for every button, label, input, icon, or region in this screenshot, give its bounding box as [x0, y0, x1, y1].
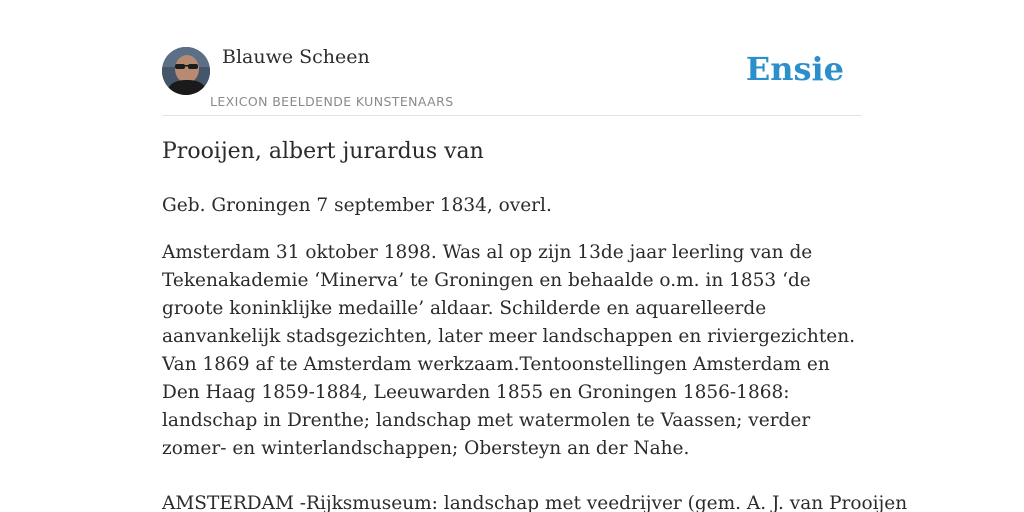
article-paragraph: Amsterdam 31 oktober 1898. Was al op zijn 13de jaar leerling van de Tekenakademie ‘Minerva’ te Groningen en behaalde o.m. in 1853 ‘de groote koninklijke medaille’ aldaar. Schilderde en aquarelleerde aanvankelijk stadsgezichten, later meer landschappen en riviergezichten. Van 1869 af te Amsterdam werkzaam.Tentoonstellingen Amsterdam en Den Haag 1859-1884, Leeuwarden 1855 en Groningen 1856-1868: landschap in Drenthe; landschap met watermolen te Vaassen; verder zomer- en winterlandschappen; Obersteyn an der Nahe.: [162, 242, 855, 459]
ensie-logo[interactable]: Ensie: [745, 50, 844, 88]
header-divider: [162, 115, 862, 116]
author-name[interactable]: Blauwe Scheen: [222, 46, 370, 68]
article-paragraph: Geb. Groningen 7 september 1834, overl.: [162, 195, 552, 216]
author-publication[interactable]: LEXICON BEELDENDE KUNSTENAARS: [210, 94, 454, 109]
article-paragraph: AMSTERDAM -Rijksmuseum: landschap met veedrijver (gem. A. J. van Prooijen: [162, 493, 908, 512]
article-title: Prooijen, albert jurardus van: [162, 139, 484, 164]
page-container: [162, 0, 908, 512]
avatar-photo: [162, 47, 210, 95]
author-avatar[interactable]: [162, 47, 210, 95]
